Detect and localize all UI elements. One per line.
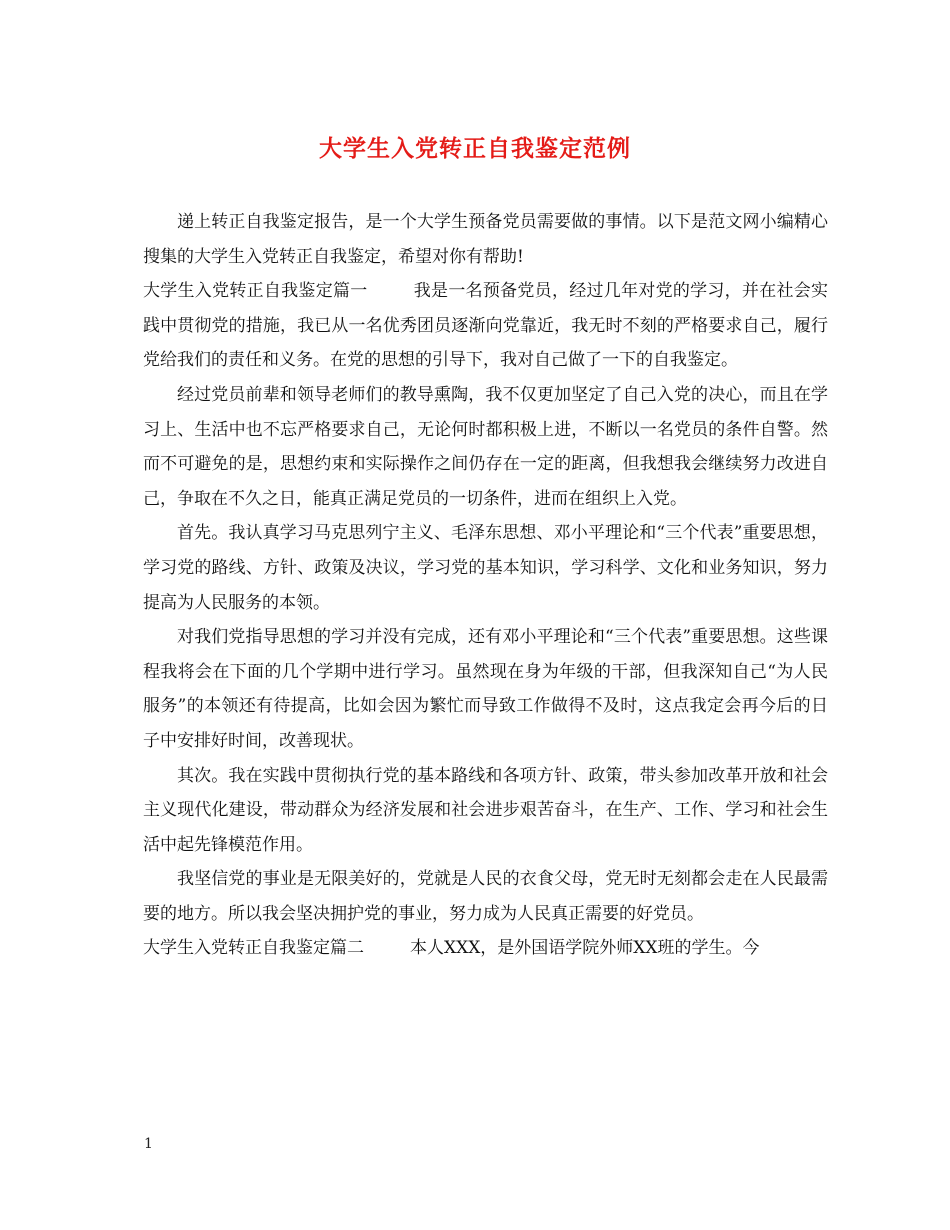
document-title: 大学生入党转正自我鉴定范例 — [319, 135, 631, 162]
body-paragraph: 其次。我在实践中贯彻执行党的基本路线和各项方针、政策，带头参加改革开放和社会主义现代化建设，带动群众为经济发展和社会进步艰苦奋斗，在生产、工作、学习和社会生活中起先锋模范作用。 — [143, 765, 828, 855]
section-one-heading: 大学生入党转正自我鉴定篇一 — [143, 281, 368, 302]
section-one-paragraph — [143, 274, 828, 378]
section-two-paragraph — [143, 931, 828, 966]
body-paragraph: 首先。我认真学习马克思列宁主义、毛泽东思想、邓小平理论和“三个代表”重要思想，学习党的路线、方针、政策及决议，学习党的基本知识，学习科学、文化和业务知识，努力提高为人民服务的本领。 — [143, 523, 828, 613]
section-two-heading: 大学生入党转正自我鉴定篇二 — [143, 938, 364, 959]
section-two-text: 本人XXX，是外国语学院外师XX班的学生。今 — [410, 938, 760, 959]
section-one-text: 我是一名预备党员，经过几年对党的学习，并在社会实践中贯彻党的措施，我已从一名优秀团员逐渐向党靠近，我无时不刻的严格要求自己，履行党给我们的责任和义务。在党的思想的引导下，我对自己做了一下的自我鉴定。 — [143, 281, 829, 371]
body-paragraph: 我坚信党的事业是无限美好的，党就是人民的衣食父母，党无时无刻都会走在人民最需要的地方。所以我会坚决拥护党的事业，努力成为人民真正需要的好党员。 — [143, 869, 828, 924]
intro-paragraph: 递上转正自我鉴定报告，是一个大学生预备党员需要做的事情。以下是范文网小编精心搜集的大学生入党转正自我鉴定，希望对你有帮助! — [143, 212, 828, 267]
document-body — [143, 205, 828, 966]
body-paragraph: 经过党员前辈和领导老师们的教导熏陶，我不仅更加坚定了自己入党的决心，而且在学习上、生活中也不忘严格要求自己，无论何时都积极上进，不断以一名党员的条件自警。然而不可避免的是，思想约束和实际操作之间仍存在一定的距离，但我想我会继续努力改进自己，争取在不久之日，能真正满足党员的一切条件，进而在组织上入党。 — [143, 384, 828, 509]
body-paragraph: 对我们党指导思想的学习并没有完成，还有邓小平理论和“三个代表”重要思想。这些课程我将会在下面的几个学期中进行学习。虽然现在身为年级的干部，但我深知自己“为人民服务”的本领还有待提高，比如会因为繁忙而导致工作做得不及时，这点我定会再今后的日子中安排好时间，改善现状。 — [143, 627, 828, 751]
page-number: 1 — [144, 1136, 153, 1152]
